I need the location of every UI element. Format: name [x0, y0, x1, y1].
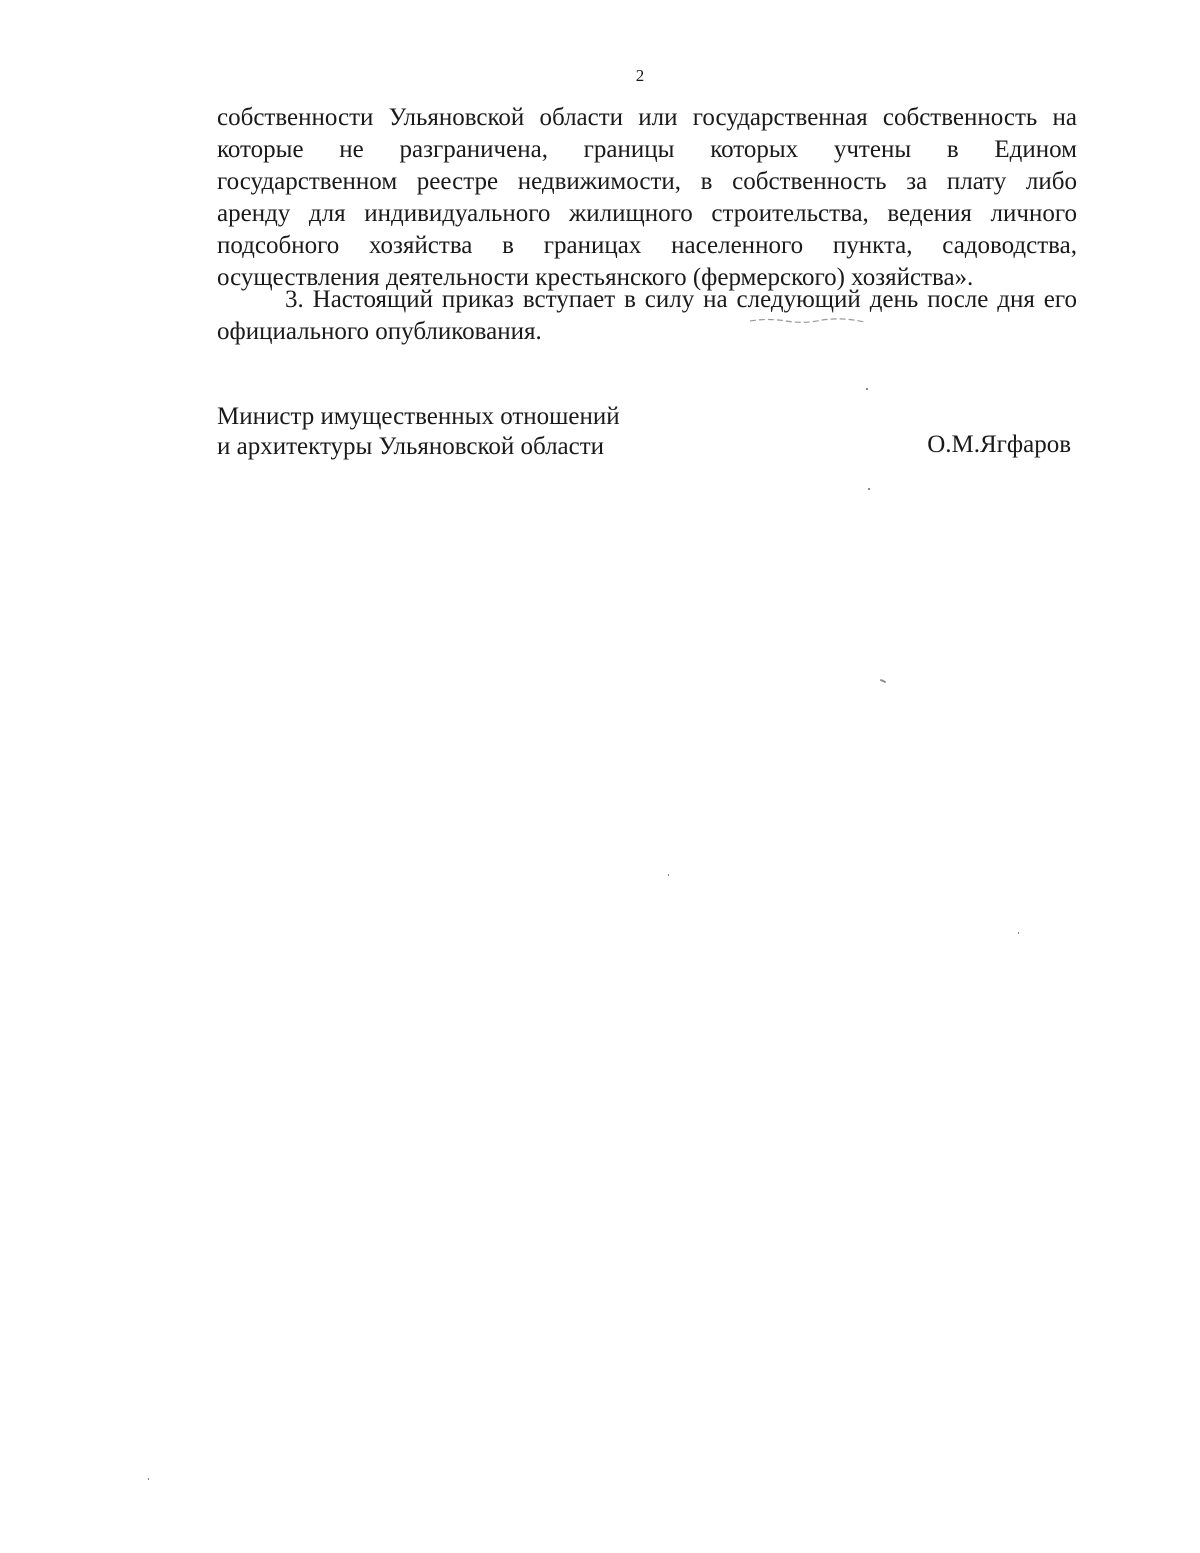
paragraph-line: официального опубликования.: [217, 318, 542, 345]
signature-block: [217, 402, 1077, 462]
paragraph-continuation: [217, 102, 1077, 294]
signatory-title-line: Министр имущественных отношений: [217, 403, 620, 430]
paragraph-line: аренду для индивидуального жилищного строительства, ведения личного: [217, 200, 1077, 227]
paragraph-line: 3. Настоящий приказ вступает в силу на следующий день после дня его: [285, 286, 1077, 313]
signatory-name: О.М.Ягфаров: [927, 431, 1071, 458]
scan-smudge: [748, 314, 868, 326]
scan-speck: [868, 488, 870, 490]
paragraph-line: государственном реестре недвижимости, в собственность за плату либо: [217, 168, 1077, 195]
scan-speck: [880, 679, 886, 683]
scan-speck: [148, 1478, 149, 1480]
scan-speck: [1018, 932, 1019, 934]
page-number: 2: [635, 66, 645, 85]
scan-speck: [668, 874, 669, 876]
paragraph-3: [217, 284, 1077, 348]
paragraph-line: осуществления деятельности крестьянского (фермерского) хозяйства».: [217, 264, 974, 291]
signatory-title-line: и архитектуры Ульяновской области: [217, 433, 605, 460]
paragraph-line: которые не разграничена, границы которых учтены в Едином: [217, 136, 1077, 163]
scan-speck: [866, 388, 868, 390]
paragraph-line: собственности Ульяновской области или государственная собственность на: [217, 104, 1077, 131]
paragraph-line: подсобного хозяйства в границах населенного пункта, садоводства,: [217, 232, 1077, 259]
